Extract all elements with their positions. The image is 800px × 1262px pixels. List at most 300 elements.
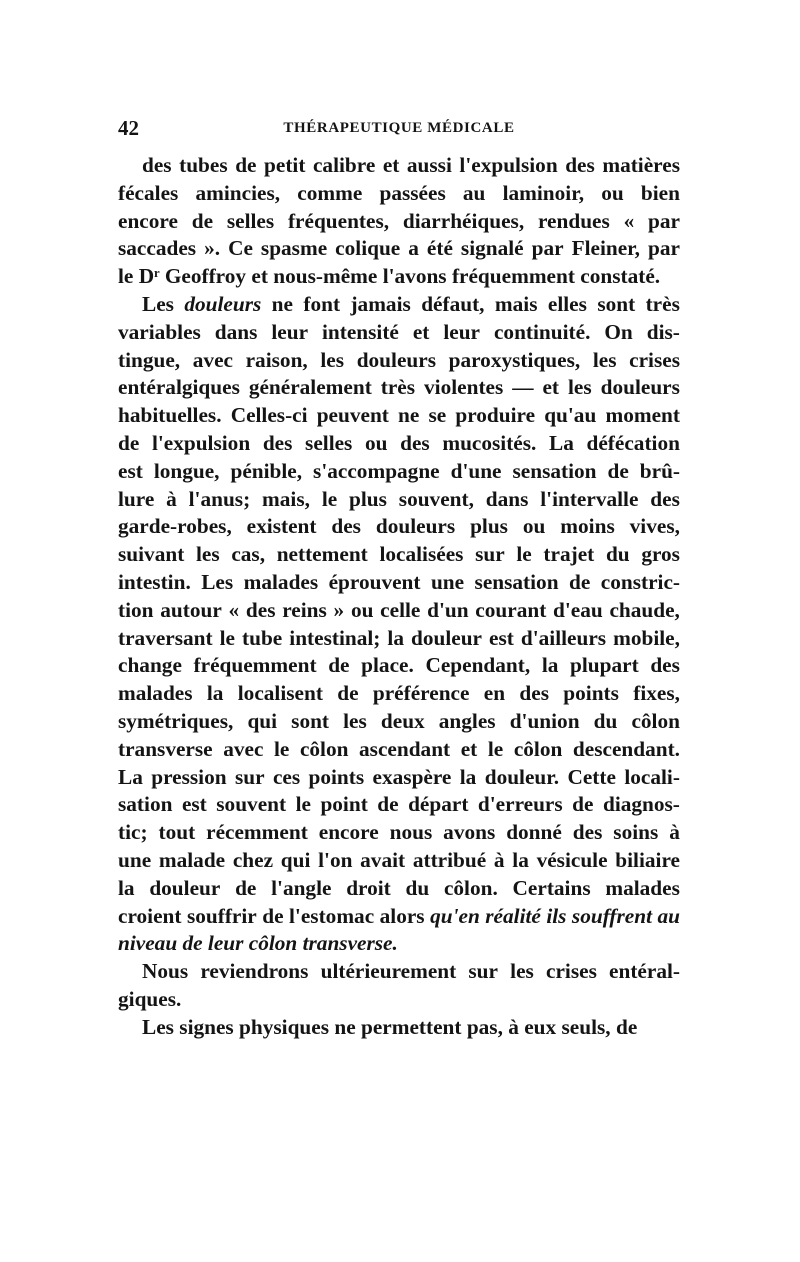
word: douleur: [149, 875, 221, 900]
word: seuls,: [561, 1014, 616, 1039]
text-line: [118, 458, 680, 486]
word: généralement: [248, 375, 372, 400]
word: peuvent: [316, 403, 389, 428]
word: et: [460, 736, 478, 761]
word: une: [118, 847, 152, 872]
word: et: [542, 375, 560, 400]
word: la: [387, 625, 404, 650]
word: la: [459, 764, 477, 789]
word: en: [483, 681, 506, 706]
paragraph: [118, 1014, 680, 1042]
word: côlon: [513, 736, 563, 761]
text-line: [118, 875, 680, 903]
text-line: [118, 569, 680, 597]
word: la: [118, 875, 135, 900]
word: droit: [346, 875, 391, 900]
word: des: [650, 486, 680, 511]
word: place.: [361, 653, 414, 678]
word: Fleiner,: [571, 236, 640, 261]
word: d'erreurs: [477, 792, 563, 817]
text-line: [118, 263, 680, 291]
word: la: [512, 847, 529, 872]
word: nous: [389, 820, 433, 845]
word: dans: [214, 319, 258, 344]
word: point: [320, 792, 368, 817]
word: ou: [350, 597, 374, 622]
italic-word: au: [657, 903, 680, 928]
italic-word: niveau: [118, 931, 183, 956]
word: trajet: [543, 542, 595, 567]
text-line: [118, 708, 680, 736]
word: pas,: [466, 1014, 509, 1039]
word: chez: [232, 847, 274, 872]
word: des: [331, 514, 361, 539]
word: des: [262, 430, 293, 455]
word: s'accompagne: [313, 458, 440, 483]
text-line: [118, 513, 680, 541]
word: récemment: [206, 820, 308, 845]
word: La: [118, 764, 143, 789]
word: exaspère: [372, 764, 452, 789]
word: continuité.: [493, 319, 591, 344]
word: de: [377, 792, 399, 817]
text-line: [118, 208, 680, 236]
word: côlon.: [443, 875, 498, 900]
word: Dʳ: [138, 264, 165, 289]
word: sur: [234, 764, 265, 789]
word: été: [426, 236, 453, 261]
word: bien: [640, 180, 680, 205]
word: est: [118, 458, 143, 483]
word: jamais: [350, 291, 411, 316]
word: de: [191, 208, 214, 233]
word: douleurs: [356, 347, 436, 372]
word: eux: [524, 1014, 562, 1039]
word: Celles-ci: [230, 403, 308, 428]
word: dis-: [646, 319, 680, 344]
word: courant: [475, 597, 547, 622]
word: alors: [379, 903, 425, 928]
word: qu'au: [544, 403, 597, 428]
word: de: [328, 653, 350, 678]
page-number: 42: [118, 116, 139, 140]
word: petit: [264, 153, 306, 177]
word: le: [219, 625, 236, 650]
word: très: [645, 291, 680, 316]
word: malades: [118, 681, 193, 706]
word: tingue,: [118, 347, 181, 372]
word: selles: [226, 208, 275, 233]
text-line: [118, 680, 680, 708]
word: violentes: [424, 375, 504, 400]
word: spasme: [260, 236, 328, 261]
word: l'intervalle: [540, 486, 639, 511]
word: d'un: [427, 597, 469, 622]
italic-word: ils: [546, 903, 567, 928]
word: préférence: [372, 681, 470, 706]
word: défécation: [586, 430, 680, 455]
word: localisent: [237, 681, 323, 706]
word: intensité: [321, 319, 399, 344]
word: mais: [494, 291, 538, 316]
word: ».: [204, 236, 221, 261]
word: la: [206, 681, 224, 706]
word: de: [235, 153, 257, 177]
word: la: [541, 653, 559, 678]
italic-word: côlon: [248, 931, 303, 956]
word: sur: [475, 542, 505, 567]
text-line: [118, 791, 680, 819]
word: donné: [506, 820, 562, 845]
word: lure: [118, 486, 155, 511]
text-line: [118, 430, 680, 458]
word: constric-: [600, 569, 680, 594]
word: fréquemment: [451, 264, 581, 289]
running-title: THÉRAPEUTIQUE MÉDICALE: [283, 120, 515, 136]
text-line: [118, 1014, 680, 1042]
word: produire: [455, 403, 536, 428]
word: côlon: [299, 736, 349, 761]
word: des: [400, 430, 430, 455]
word: de: [118, 430, 140, 455]
word: ces: [272, 764, 301, 789]
word: entéral-: [609, 959, 680, 984]
word: à: [508, 1014, 525, 1039]
word: les: [320, 347, 345, 372]
word: douleurs: [375, 514, 456, 539]
word: existent: [246, 514, 317, 539]
word: le: [295, 792, 311, 817]
word: tout: [158, 820, 196, 845]
word: côlon: [631, 708, 680, 733]
word: sensation: [474, 569, 559, 594]
word: Ce: [228, 236, 253, 261]
word: plupart: [570, 653, 639, 678]
word: entéralgiques: [118, 375, 240, 400]
word: souffrir: [186, 903, 257, 928]
word: plus: [470, 514, 508, 539]
word: gros: [641, 542, 680, 567]
word: d'ailleurs: [520, 625, 607, 650]
word: des: [650, 653, 680, 678]
word: par: [648, 208, 680, 233]
word: signalé: [460, 236, 524, 261]
word: La: [549, 430, 574, 455]
text-line: [118, 180, 680, 208]
italic-word: douleurs: [184, 291, 262, 316]
word: Les: [142, 1014, 180, 1039]
word: qui: [247, 708, 278, 733]
word: mais,: [262, 486, 310, 511]
word: laminoir,: [502, 180, 585, 205]
word: plus: [349, 486, 387, 511]
word: les: [510, 959, 534, 984]
word: transverse: [118, 736, 213, 761]
word: tion: [118, 597, 154, 622]
word: nettement: [276, 542, 368, 567]
text-line: [118, 986, 680, 1014]
word: ascendant: [359, 736, 451, 761]
word: points: [563, 681, 619, 706]
word: »: [333, 597, 345, 622]
word: les: [567, 375, 592, 400]
word: avait: [360, 847, 406, 872]
word: défaut,: [421, 291, 485, 316]
text-line: [118, 152, 680, 180]
word: localisées: [379, 542, 464, 567]
word: avec: [223, 736, 264, 761]
word: chaude,: [609, 597, 680, 622]
word: sation: [118, 792, 173, 817]
word: croient: [118, 903, 182, 928]
text-line: [118, 736, 680, 764]
word: diarrhéiques,: [402, 208, 525, 233]
word: à: [166, 486, 177, 511]
word: souvent,: [398, 486, 474, 511]
word: —: [512, 375, 534, 400]
word: pénible,: [230, 458, 303, 483]
word: tubes: [179, 153, 228, 177]
word: au: [462, 180, 486, 205]
word: qui: [280, 847, 311, 872]
word: de: [337, 681, 359, 706]
word: a: [408, 236, 419, 261]
word: douleurs: [600, 375, 680, 400]
italic-word: réalité: [485, 903, 541, 928]
text-line: [118, 764, 680, 792]
word: longue,: [153, 458, 220, 483]
word: diagnos-: [602, 792, 680, 817]
word: Cependant,: [425, 653, 531, 678]
word: l'anus;: [188, 486, 251, 511]
word: «: [228, 597, 240, 622]
word: leur: [271, 319, 309, 344]
word: l'avons: [382, 264, 452, 289]
word: rendues: [537, 208, 610, 233]
text-line: [118, 847, 680, 875]
word: des: [565, 153, 595, 177]
word: sensation: [512, 458, 597, 483]
italic-word: leur: [207, 931, 249, 956]
word: à: [493, 847, 505, 872]
word: les: [343, 708, 367, 733]
text-line: [118, 903, 680, 931]
paragraph: [118, 152, 680, 291]
word: par: [531, 236, 564, 261]
word: ne: [398, 403, 420, 428]
word: de: [262, 903, 284, 928]
word: est: [181, 792, 207, 817]
word: celle: [380, 597, 421, 622]
word: locali-: [624, 764, 680, 789]
word: intestinal;: [289, 625, 381, 650]
word: mucosités.: [442, 430, 537, 455]
word: très: [380, 375, 416, 400]
word: nous-même: [273, 264, 383, 289]
word: les: [592, 347, 617, 372]
word: crises: [629, 347, 680, 372]
word: On: [604, 319, 633, 344]
word: fixes,: [633, 681, 680, 706]
word: fécales: [118, 180, 179, 205]
word: physiques: [239, 1014, 335, 1039]
paragraph: [118, 291, 680, 958]
text-line: [118, 930, 680, 958]
word: sont: [597, 291, 636, 316]
word: colique: [335, 236, 401, 261]
word: de: [569, 569, 591, 594]
word: de: [607, 458, 629, 483]
word: moment: [605, 403, 680, 428]
word: éprouvent: [328, 569, 421, 594]
word: ultérieurement: [320, 959, 457, 984]
word: départ: [408, 792, 469, 817]
word: à: [669, 820, 680, 845]
word: vives,: [629, 514, 680, 539]
text-line: [118, 541, 680, 569]
word: selles: [305, 430, 353, 455]
word: tube: [242, 625, 283, 650]
word: signes: [179, 1014, 240, 1039]
word: habituelles.: [118, 403, 222, 428]
word: change: [118, 653, 182, 678]
word: comme: [297, 180, 363, 205]
word: des: [572, 820, 603, 845]
word: le: [516, 542, 532, 567]
text-line: [118, 486, 680, 514]
word: des: [245, 597, 276, 622]
word: suivant: [118, 542, 185, 567]
word: reins: [282, 597, 327, 622]
word: l'estomac: [289, 903, 375, 928]
text-line: [118, 958, 680, 986]
word: malades: [605, 875, 680, 900]
word: raison,: [245, 347, 308, 372]
word: d'union: [509, 708, 580, 733]
italic-word: de: [182, 931, 208, 956]
word: tic;: [118, 820, 148, 845]
text-line: [118, 819, 680, 847]
word: des: [142, 153, 172, 177]
italic-word: qu'en: [430, 903, 480, 928]
word: symétriques,: [118, 708, 234, 733]
word: font: [303, 291, 341, 316]
word: mobile,: [613, 625, 680, 650]
word: passées: [379, 180, 446, 205]
word: fréquemment: [193, 653, 317, 678]
word: d'eau: [553, 597, 603, 622]
word: encore: [118, 208, 178, 233]
word: traversant: [118, 625, 213, 650]
paragraph: [118, 958, 680, 1014]
word: avons: [443, 820, 496, 845]
word: soins: [613, 820, 659, 845]
word: le: [321, 486, 338, 511]
text-line: [118, 652, 680, 680]
word: sur: [468, 959, 498, 984]
word: des: [519, 681, 549, 706]
word: souvent: [216, 792, 287, 817]
word: moins: [560, 514, 615, 539]
word: douleur: [411, 625, 483, 650]
word: malade: [158, 847, 226, 872]
word: elles: [547, 291, 587, 316]
word: ou: [601, 180, 624, 205]
word: descendant.: [572, 736, 680, 761]
word: du: [593, 708, 618, 733]
word: l'angle: [271, 875, 332, 900]
word: angles: [438, 708, 496, 733]
word: cas,: [231, 542, 266, 567]
word: d'une: [450, 458, 502, 483]
word: attribué: [412, 847, 487, 872]
word: garde-robes,: [118, 514, 232, 539]
word: intestin.: [118, 569, 191, 594]
word: et: [251, 264, 274, 289]
word: variables: [118, 319, 201, 344]
word: encore: [318, 820, 379, 845]
word: paroxystiques,: [448, 347, 581, 372]
word: le: [118, 264, 139, 289]
word: reviendrons: [200, 959, 309, 984]
word: points: [308, 764, 365, 789]
body-text: [118, 152, 680, 1042]
word: une: [430, 569, 465, 594]
word: «: [623, 208, 635, 233]
word: calibre: [312, 153, 376, 177]
word: saccades: [118, 236, 197, 261]
word: amincies,: [195, 180, 281, 205]
word: dans: [485, 486, 529, 511]
text-line: [118, 347, 680, 375]
word: ou: [364, 430, 388, 455]
word: biliaire: [615, 847, 680, 872]
word: malades: [243, 569, 319, 594]
word: de: [572, 792, 594, 817]
word: du: [405, 875, 430, 900]
text-line: [118, 235, 680, 263]
word: constaté.: [580, 264, 661, 289]
word: sont: [291, 708, 330, 733]
word: l'expulsion: [151, 430, 251, 455]
word: l'on: [318, 847, 353, 872]
word: le: [487, 736, 504, 761]
word: giques.: [118, 986, 182, 1011]
word: vésicule: [536, 847, 608, 872]
text-line: [118, 291, 680, 319]
word: de: [235, 875, 257, 900]
word: l'expulsion: [459, 153, 558, 177]
word: Certains: [512, 875, 591, 900]
text-line: [118, 597, 680, 625]
word: leur: [443, 319, 481, 344]
text-line: [118, 374, 680, 402]
word: ou: [522, 514, 546, 539]
word: par: [648, 236, 680, 261]
word: est: [489, 625, 514, 650]
text-line: [118, 319, 680, 347]
word: aussi: [406, 153, 452, 177]
word: crises: [546, 959, 597, 984]
word: ne: [334, 1014, 361, 1039]
word: pression: [151, 764, 227, 789]
word: permettent: [360, 1014, 467, 1039]
word: fréquentes,: [287, 208, 390, 233]
word: avec: [192, 347, 233, 372]
word: ne: [271, 291, 293, 316]
word: du: [605, 542, 630, 567]
word: se: [428, 403, 447, 428]
